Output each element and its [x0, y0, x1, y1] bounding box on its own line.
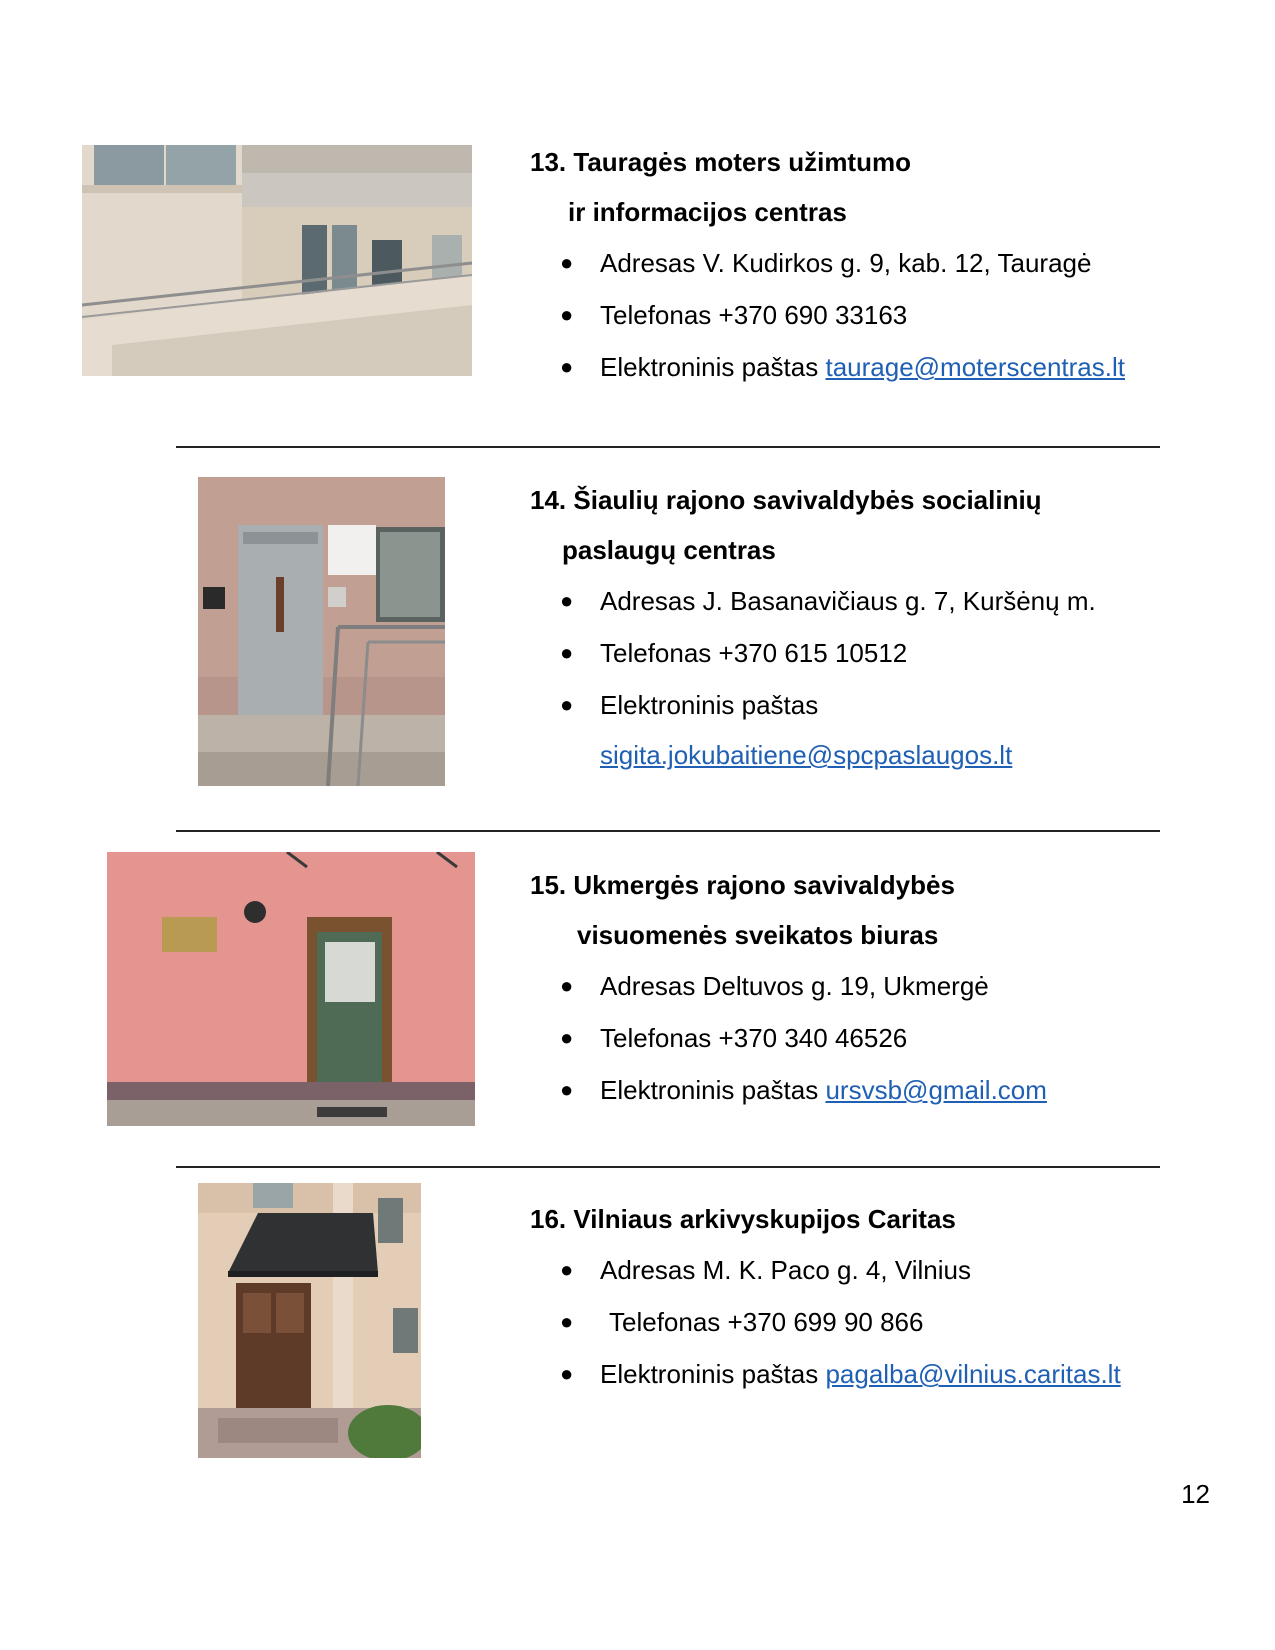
phone-label: Telefonas — [600, 1023, 712, 1053]
bullet-icon: ● — [560, 1361, 574, 1386]
address-item — [530, 575, 1210, 627]
phone-value: +370 690 33163 — [718, 300, 908, 330]
email-link[interactable]: sigita.jokubaitiene@spcpaslaugos.lt — [600, 740, 1013, 770]
address-item — [530, 237, 1210, 289]
entry-number: 16. — [530, 1204, 567, 1234]
phone-item — [530, 1012, 1210, 1064]
email-label: Elektroninis paštas — [600, 352, 819, 382]
phone-item — [530, 289, 1210, 341]
email-item — [530, 1348, 1210, 1400]
email-link[interactable]: ursvsb@gmail.com — [825, 1075, 1047, 1105]
phone-value: +370 699 90 866 — [727, 1307, 924, 1337]
entry-number: 13. — [530, 147, 567, 177]
photo-siauliai-building — [198, 477, 445, 786]
phone-value: +370 615 10512 — [718, 638, 908, 668]
bullet-icon: ● — [560, 1309, 574, 1334]
page-number: 12 — [1181, 1479, 1210, 1509]
entry-title — [530, 475, 1210, 575]
phone-item — [530, 1296, 1210, 1348]
entry-14 — [530, 475, 1210, 779]
entry-number: 14. — [530, 485, 567, 515]
address-item — [530, 1244, 1210, 1296]
bullet-icon: ● — [560, 588, 574, 613]
phone-value: +370 340 46526 — [718, 1023, 908, 1053]
photo-ukmerge-building — [107, 852, 475, 1126]
entry-number: 15. — [530, 870, 567, 900]
email-item — [530, 679, 1210, 779]
entry-title-line1: Vilniaus arkivyskupijos Caritas — [573, 1204, 956, 1234]
email-link[interactable]: taurage@moterscentras.lt — [825, 352, 1125, 382]
entry-title-line2: visuomenės sveikatos biuras — [577, 920, 939, 950]
phone-label: Telefonas — [600, 638, 712, 668]
phone-item — [530, 627, 1210, 679]
email-label: Elektroninis paštas — [600, 690, 819, 720]
entry-title — [530, 137, 1210, 237]
entry-16 — [530, 1194, 1210, 1400]
email-item — [530, 341, 1210, 393]
phone-label: Telefonas — [600, 300, 712, 330]
bullet-icon: ● — [560, 640, 574, 665]
address-value: M. K. Paco g. 4, Vilnius — [702, 1255, 971, 1285]
entry-title-line2: ir informacijos centras — [568, 197, 847, 227]
address-value: Deltuvos g. 19, Ukmergė — [702, 971, 989, 1001]
entry-title-line1: Tauragės moters užimtumo — [573, 147, 911, 177]
bullet-icon: ● — [560, 250, 574, 275]
entry-title-line2: paslaugų centras — [562, 535, 776, 565]
photo-taurage-building — [82, 145, 472, 376]
bullet-icon: ● — [560, 1077, 574, 1102]
entry-13 — [530, 137, 1210, 393]
section-divider — [176, 446, 1160, 448]
email-label: Elektroninis paštas — [600, 1359, 819, 1389]
entry-title-line1: Šiaulių rajono savivaldybės socialinių — [573, 485, 1042, 515]
email-item — [530, 1064, 1210, 1116]
bullet-icon: ● — [560, 692, 574, 717]
bullet-icon: ● — [560, 354, 574, 379]
photo-vilnius-building — [198, 1183, 421, 1458]
address-label: Adresas — [600, 248, 696, 278]
address-item — [530, 960, 1210, 1012]
phone-label: Telefonas — [609, 1307, 721, 1337]
section-divider — [176, 830, 1160, 832]
email-link[interactable]: pagalba@vilnius.caritas.lt — [825, 1359, 1121, 1389]
address-value: V. Kudirkos g. 9, kab. 12, Tauragė — [702, 248, 1092, 278]
bullet-icon: ● — [560, 302, 574, 327]
email-label: Elektroninis paštas — [600, 1075, 819, 1105]
entry-15 — [530, 860, 1210, 1116]
bullet-icon: ● — [560, 973, 574, 998]
entry-title — [530, 1194, 1210, 1244]
bullet-icon: ● — [560, 1257, 574, 1282]
bullet-icon: ● — [560, 1025, 574, 1050]
address-label: Adresas — [600, 971, 696, 1001]
address-value: J. Basanavičiaus g. 7, Kuršėnų m. — [702, 586, 1096, 616]
entry-title — [530, 860, 1210, 960]
address-label: Adresas — [600, 586, 696, 616]
address-label: Adresas — [600, 1255, 696, 1285]
entry-title-line1: Ukmergės rajono savivaldybės — [573, 870, 955, 900]
section-divider — [176, 1166, 1160, 1168]
